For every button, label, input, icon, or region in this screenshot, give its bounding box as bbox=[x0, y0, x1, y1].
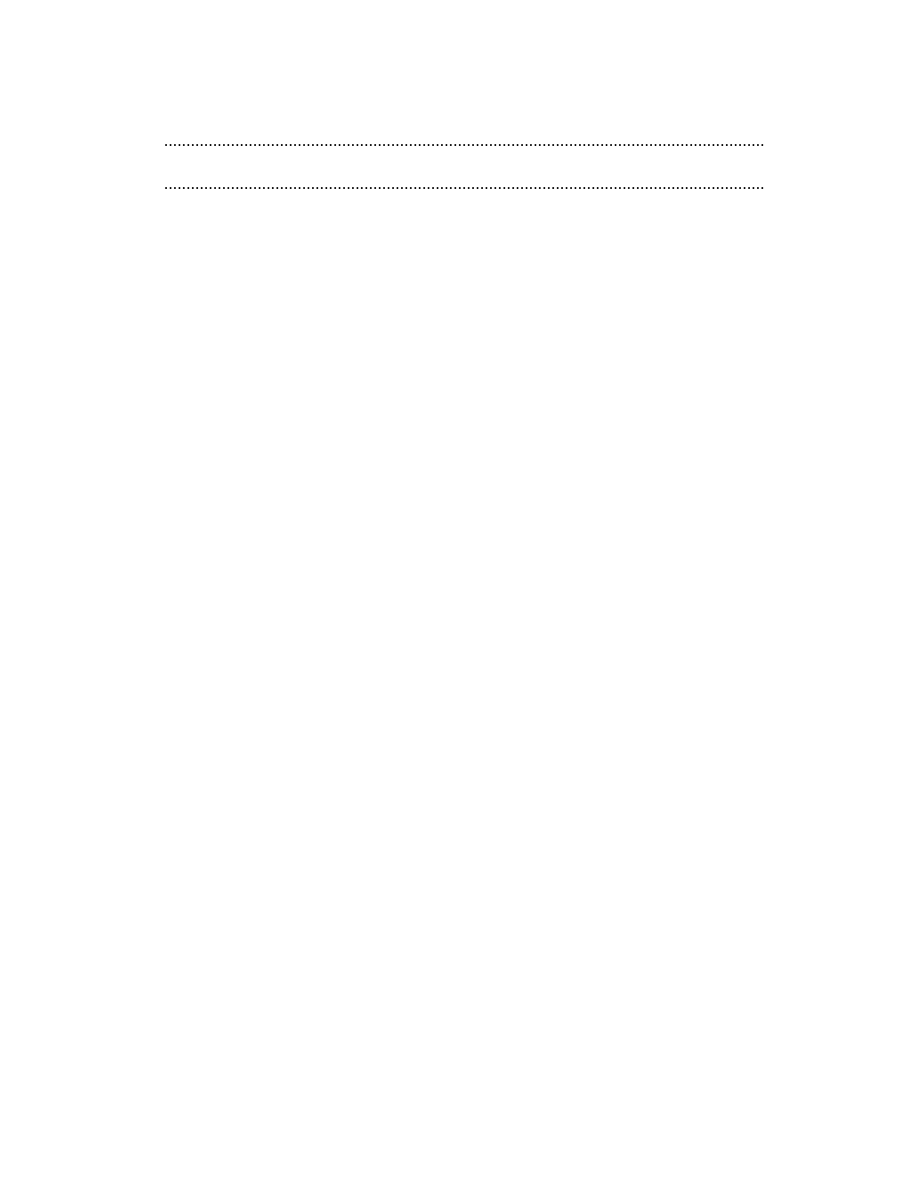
toc-dot-leader bbox=[164, 173, 811, 195]
table-of-contents bbox=[108, 108, 812, 194]
toc-entry-7-25[interactable] bbox=[108, 151, 812, 194]
toc-entry-7-24[interactable] bbox=[108, 108, 812, 151]
toc-dot-leader bbox=[164, 130, 811, 152]
